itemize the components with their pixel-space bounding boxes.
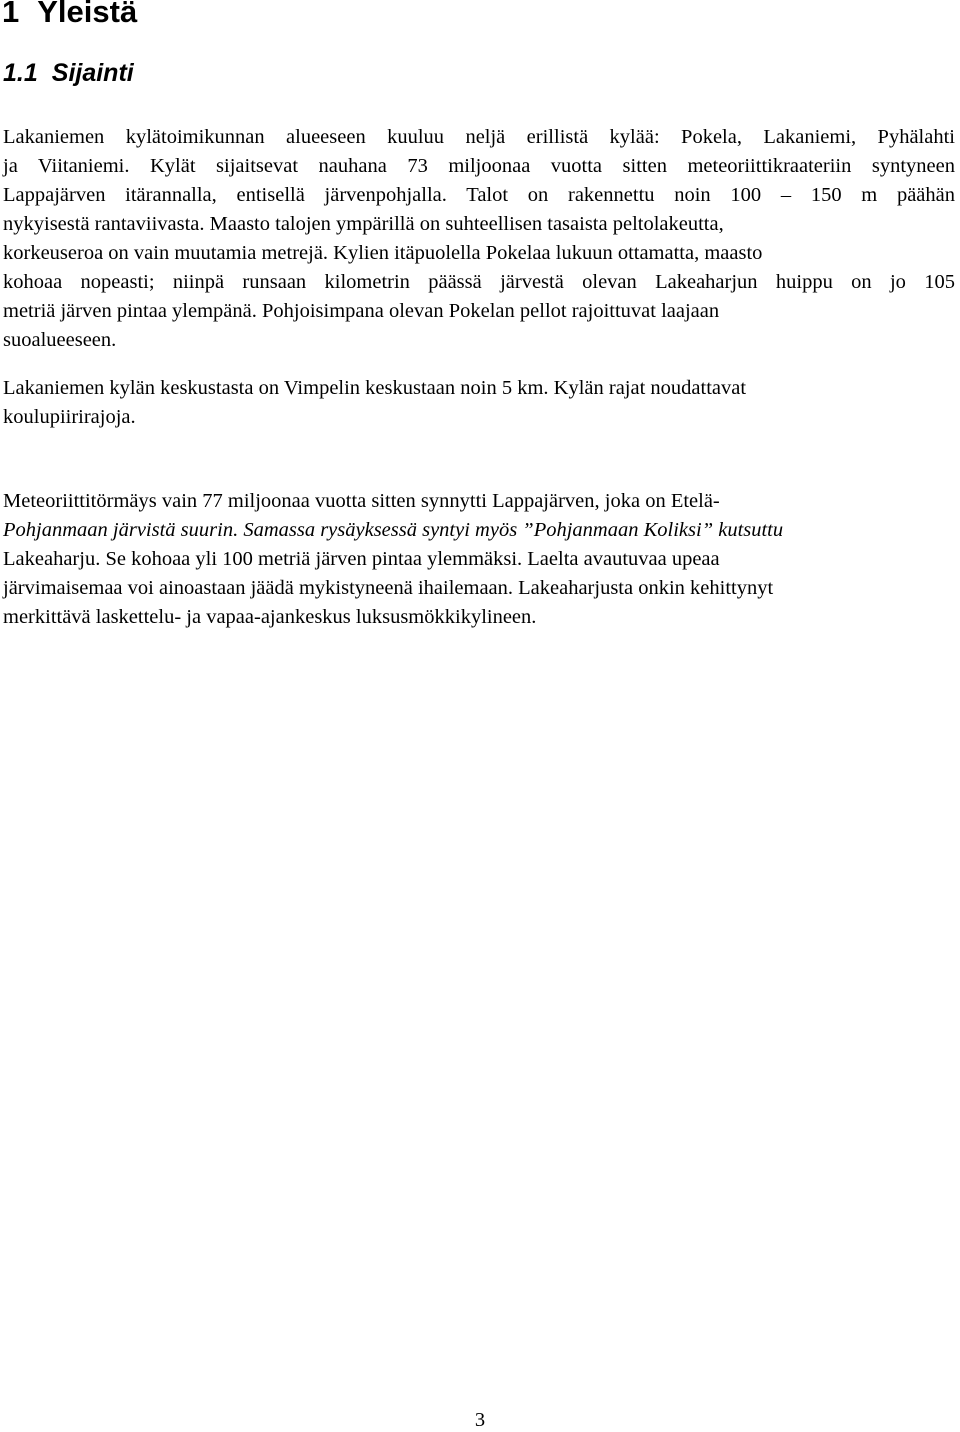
heading-1-number: 1 bbox=[2, 0, 20, 29]
paragraph-line-italic: Pohjanmaan järvistä suurin. Samassa rysäyksessä syntyi myös ”Pohjanmaan Koliksi” kutsuttu bbox=[3, 519, 784, 541]
paragraph-line: Lakeaharju. Se kohoaa yli 100 metriä järven pintaa ylemmäksi. Laelta avautuvaa upeaa bbox=[3, 548, 720, 570]
paragraph-line: Lappajärven itärannalla, entisellä järvenpohjalla. Talot on rakennettu noin 100 – 150 m päähän bbox=[3, 184, 955, 206]
heading-2 bbox=[3, 56, 134, 90]
paragraph-meteorite bbox=[3, 487, 955, 632]
paragraph-distance bbox=[3, 374, 955, 432]
paragraph-line: nykyisestä rantaviivasta. Maasto talojen ympärillä on suhteellisen tasaista peltolakeutta, bbox=[3, 213, 724, 235]
paragraph-line: Meteoriittitörmäys vain 77 miljoonaa vuotta sitten synnytti Lappajärven, joka on Etelä- bbox=[3, 490, 720, 512]
paragraph-line: suoalueeseen. bbox=[3, 329, 117, 351]
paragraph-line: merkittävä laskettelu- ja vapaa-ajankeskus luksusmökkikylineen. bbox=[3, 606, 537, 628]
paragraph-line: korkeuseroa on vain muutamia metrejä. Kylien itäpuolella Pokelaa lukuun ottamatta, maasto bbox=[3, 242, 763, 264]
heading-2-title: Sijainti bbox=[51, 59, 134, 87]
paragraph-line: koulupiirirajoja. bbox=[3, 406, 136, 428]
paragraph-line: kohoaa nopeasti; niinpä runsaan kilometrin päässä järvestä olevan Lakeaharjun huippu on jo 105 bbox=[3, 271, 955, 293]
heading-1 bbox=[2, 0, 137, 32]
paragraph-line: metriä järven pintaa ylempänä. Pohjoisimpana olevan Pokelan pellot rajoittuvat laajaan bbox=[3, 300, 720, 322]
heading-2-number: 1.1 bbox=[3, 59, 38, 87]
paragraph-line: Lakaniemen kylätoimikunnan alueeseen kuuluu neljä erillistä kylää: Pokela, Lakaniemi, Pyhälahti bbox=[3, 126, 955, 148]
paragraph-line: ja Viitaniemi. Kylät sijaitsevat nauhana 73 miljoonaa vuotta sitten meteoriittikraateriin syntyneen bbox=[3, 155, 955, 177]
heading-1-title: Yleistä bbox=[37, 0, 138, 29]
paragraph-location bbox=[3, 123, 955, 355]
page-number: 3 bbox=[474, 1409, 486, 1431]
paragraph-line: järvimaisemaa voi ainoastaan jäädä mykistyneenä ihailemaan. Lakeaharjusta onkin kehittynyt bbox=[3, 577, 774, 599]
paragraph-line: Lakaniemen kylän keskustasta on Vimpelin keskustaan noin 5 km. Kylän rajat noudattavat bbox=[3, 377, 747, 399]
